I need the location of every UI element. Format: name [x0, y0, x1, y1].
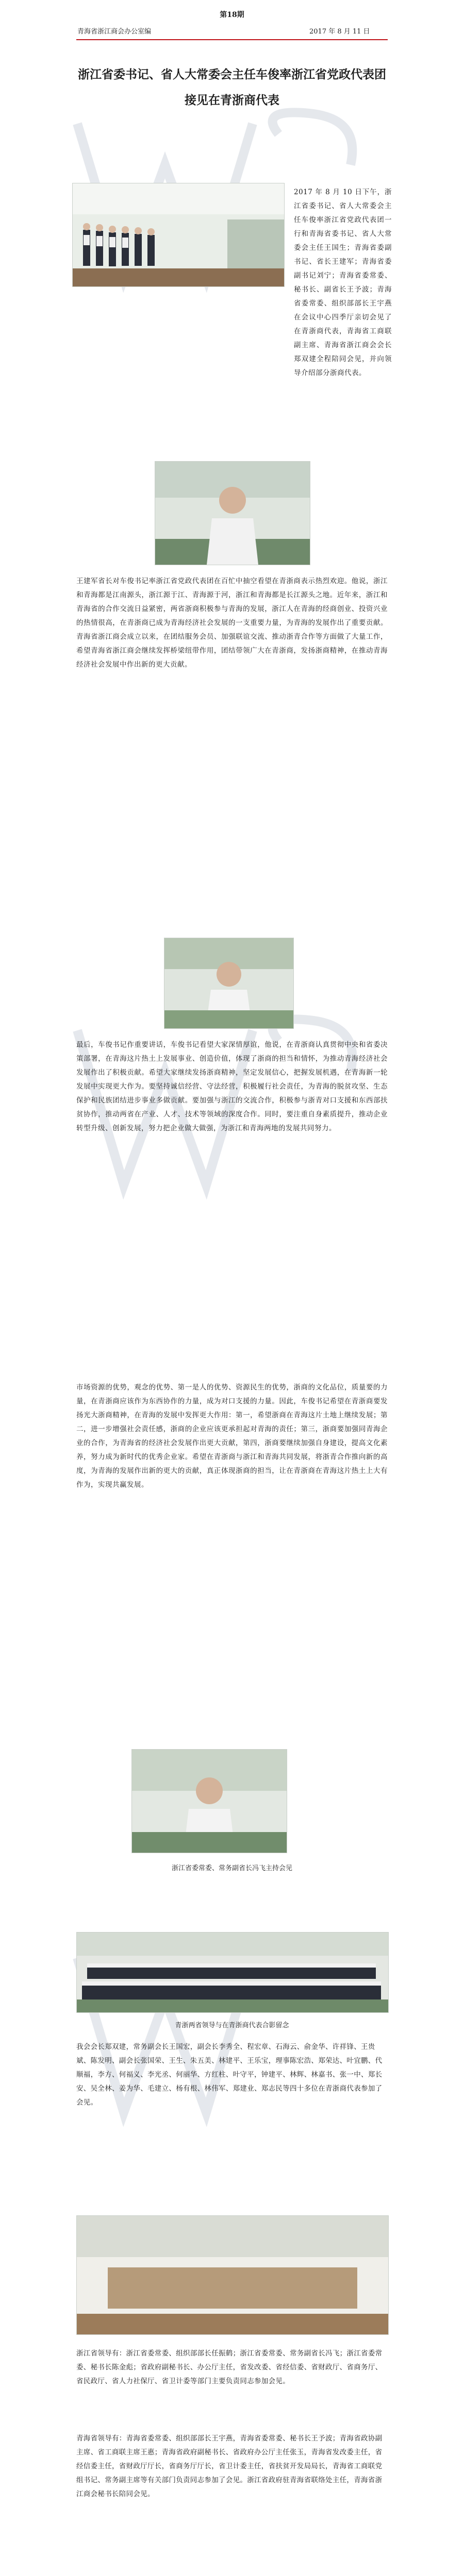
publisher: 青海省浙江商会办公室编 — [77, 28, 152, 36]
issue-number: 第18期 — [220, 11, 244, 19]
officials-zhejiang: 浙江省领导有：浙江省委常委、组织部部长任振鹤； 浙江省委常委、常务副省长冯飞； 浙江省委常委、秘书长陈金彪；省政府副秘书长、办公厅主任，省发改委、省经信委、省财政厅、省商务厅、省民政厅、省人力社保厅、省卫计委等部门主要负责同志参加会见。 — [76, 2347, 388, 2388]
official-entry: ； 浙江省委常委、常务副省长冯飞 — [233, 2349, 340, 2358]
official-entry: ； 浙江省委常委、秘书长陈金彪 — [76, 2349, 382, 2371]
photo-meeting-room — [76, 2215, 389, 2335]
paragraph-2: 王建军省长对车俊书记率浙江省党政代表团在百忙中抽空看望在青浙商表示热烈欢迎。他说，浙江和青海都是江南源头，浙江源于江、青海源于河，浙江和青海都是长江源头之地。近年来，浙江和青海省的合作交流日益紧密，两省浙商积极参与青海的发展，浙江人在青海的经商创业、投资兴业的热情很高，在青浙商已成为青海经济社会发展的一支重要力量，为青海的发展作出了重要贡献。青海省浙江商会成立以来，在团结服务会员、加强联谊交流、推动浙青合作等方面做了大量工作，希望青海省浙江商会继续发挥桥梁纽带作用，团结带领广大在青浙商，发扬浙商精神，在推动青海经济社会发展中作出新的更大贡献。 — [76, 577, 388, 669]
officials-intro: 浙江省领导有： — [76, 2349, 126, 2358]
issue-date: 2017 年 8 月 11 日 — [309, 28, 370, 36]
paragraph-3: 最后，车俊书记作重要讲话，车俊书记看望大家深情厚谊，他说，在青浙商认真贯彻中央和省委决策部署，在青海这片热土上发展事业、创造价值，体现了浙商的担当和情怀，为推动青海经济社会发展作出了积极贡献。希望大家继续发扬浙商精神，坚定发展信心，把握发展机遇，在青海新一轮发展中实现更大作为。要坚持诚信经营、守法经营，积极履行社会责任，为青海的脱贫攻坚、生态保护和民族团结进步事业多做贡献。要加强与浙江的交流合作，积极参与浙青对口支援和东西部扶贫协作，推动两省在产业、人才、技术等领域的深度合作。同时，要注重自身素质提升，推动企业转型升级、创新发展，努力把企业做大做强，为浙江和青海两地的发展共同努力。 — [76, 1041, 388, 1132]
officials-more: 省政府副秘书长、办公厅主任，省发改委、省经信委、省财政厅、省商务厅、省民政厅、省人力社保厅、省卫计委等部门主要负责同志参加会见。 — [76, 2363, 383, 2385]
photo-group-full — [76, 1932, 389, 2013]
officials-qinghai: 青海省领导有：青海省委常委、组织部部长王宇燕，青海省委常委、秘书长王予波；青海省政协副主席、省工商联主席王惠；青海省政府副秘书长、省政府办公厅主任张玉，青海省发改委主任，省经信委主任，省财政厅厅长，省商务厅厅长，省卫计委主任，省扶贫开发局局长，青海省工商联党组书记、常务副主席等有关部门负责同志参加了会见。浙江省政府驻青海省联络处主任，青海省浙江商会秘书长陪同会见。 — [76, 2434, 383, 2498]
paragraph-1: 2017 年 8 月 10 日下午，浙江省委书记、省人大常委会主任车俊率浙江省党政代表团一行和青海省委书记、省人大常委会主任王国生；青海省委副书记、省长王建军；青海省委副书记刘宁；青海省委常委、秘书长、副省长王予波；青海省委常委、组织部部长王宇燕在会议中心四季厅亲切会见了在青浙商代表，青海省工商联副主席、青海省浙江商会会长郑双建全程陪同会见，并向领导介绍部分浙商代表。 — [294, 188, 392, 377]
caption-group: 青浙两省领导与在青浙商代表合影留念 — [175, 2022, 289, 2029]
photo-speaker — [155, 461, 310, 565]
header-divider — [76, 39, 388, 40]
caption-host: 浙江省委常委、常务副省长冯飞主持会见 — [171, 1865, 292, 1872]
paragraph-4: 市场资源的优势，观念的优势、第一是人的优势、资源民生的优势，浙商的文化品位，质量要的力量，在青浙商应该作为东西协作的力量，成为对口支援的力量。因此，车俊书记希望在青浙商要发扬光大浙商精神，在青海的发展中发挥更大作用：第一，希望浙商在青海这片土地上继续发展；第二，进一步增强社会责任感，浙商的企业应该更承担起对青海的责任；第三，浙商要加强同青海企业的合作，为青海省的经济社会发展作出更大贡献，第四，浙商要继续加强自身建设，提高文化素养，努力成为新时代的优秀企业家。希望在青浙商与浙江和青海共同发展，将浙青合作推向新的高度，为青海的发展作出新的更大的贡献，真正体现浙商的担当，让在青浙商在青海这片热土上大有作为，实现共赢发展。 — [76, 1383, 388, 1489]
official-entry: 浙江省委常委、组织部部长任振鹤 — [126, 2349, 233, 2358]
article-title: 浙江省委书记、省人大常委会主任车俊率浙江省党政代表团接见在青浙商代表 — [78, 67, 386, 107]
photo-group-meeting — [72, 183, 285, 287]
attendees-zhejiang: 我会会长郑双建，常务副会长王国宏，副会长李秀全、程宏章、石海云、俞金华、许祥锋、王贵斌、陈发明、副会长张国荣、王生、朱五美、林建平、王乐宝，理事陈宏浩、郑荣达、叶宜鹏、代顺福，李方、何福义、李光丞、何丽华、方红柱、叶守平，钟建平、林辉、林嘉书、张一中、郑长安、吴全林、姜为华、毛建立、杨有根、林伟军、郑建业、郑志民等四十多位在青浙商代表参加了会见。 — [76, 2043, 383, 2107]
photo-speaker-2 — [164, 938, 294, 1029]
photo-host — [131, 1749, 287, 1853]
